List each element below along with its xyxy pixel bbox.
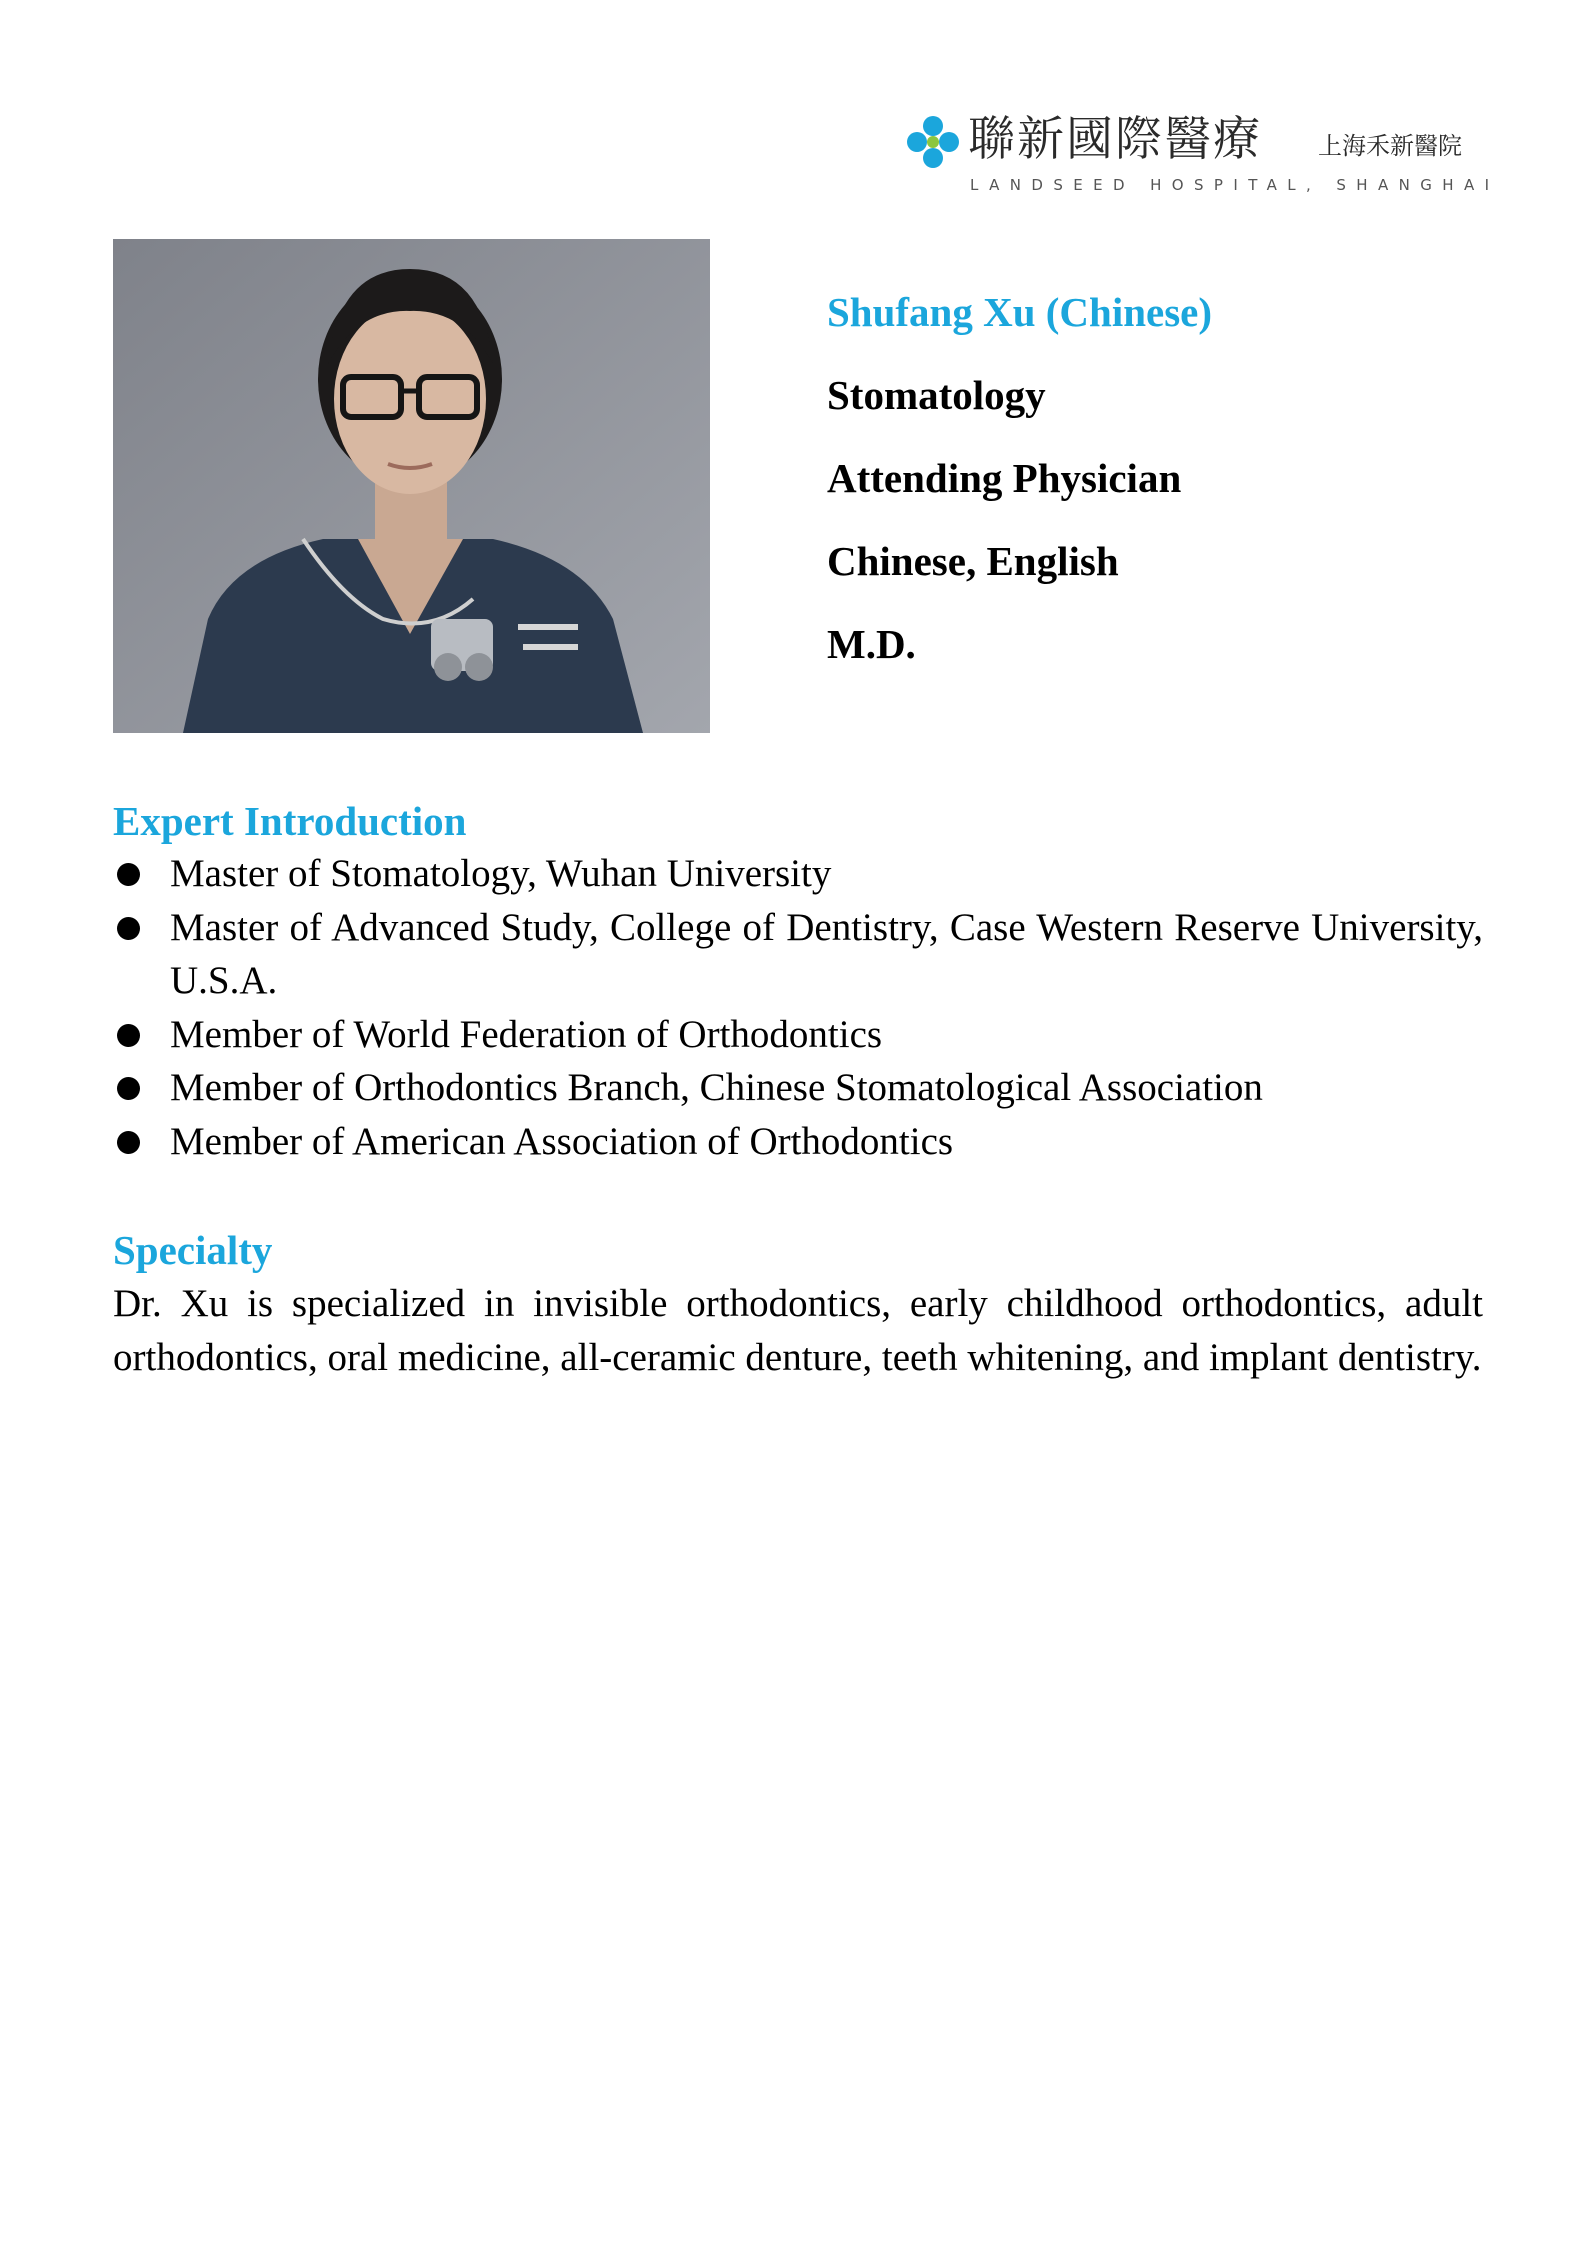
hospital-logo	[906, 112, 1500, 198]
logo-chinese-name: 聯新國際醫療	[968, 112, 1262, 167]
doctor-info	[827, 288, 1467, 703]
doctor-department: Stomatology	[827, 372, 1046, 418]
bullet-icon	[117, 1131, 140, 1154]
bullet-icon	[117, 863, 140, 886]
doctor-degree: M.D.	[827, 621, 916, 667]
specialty-text: Dr. Xu is specialized in invisible orthodontics, early childhood orthodontics, adult orthodontics, oral medicine, all-ceramic denture, teeth whitening, and implant dentistry.	[113, 1282, 1483, 1379]
list-item	[113, 1115, 1483, 1169]
specialty-heading: Specialty	[113, 1227, 273, 1273]
doctor-languages: Chinese, English	[827, 538, 1119, 584]
bullet-icon	[117, 917, 140, 940]
doctor-portrait	[113, 239, 710, 733]
logo-branch-name: 上海禾新醫院	[1318, 132, 1462, 160]
bullet-icon	[117, 1024, 140, 1047]
doctor-name: Shufang Xu (Chinese)	[827, 289, 1213, 335]
doctor-title: Attending Physician	[827, 455, 1182, 501]
list-item	[113, 847, 1483, 901]
list-item	[113, 1008, 1483, 1062]
expert-introduction-list	[113, 847, 1483, 1168]
expert-introduction-heading: Expert Introduction	[113, 798, 467, 844]
doctor-portrait-photo-icon	[113, 239, 710, 733]
bullet-icon	[117, 1077, 140, 1100]
list-item	[113, 1061, 1483, 1115]
list-item-text: Master of Advanced Study, College of Dentistry, Case Western Reserve University, U.S.A.	[170, 905, 1483, 1002]
list-item-text: Member of American Association of Orthodontics	[170, 1119, 954, 1163]
list-item-text: Member of World Federation of Orthodontics	[170, 1012, 883, 1056]
list-item	[113, 901, 1483, 1008]
list-item-text: Master of Stomatology, Wuhan University	[170, 852, 832, 895]
logo-english-name: LANDSEED HOSPITAL, SHANGHAI	[970, 176, 1500, 194]
list-item-text: Member of Orthodontics Branch, Chinese Stomatological Association	[170, 1066, 1263, 1109]
landseed-cross-logo-icon	[906, 115, 960, 169]
